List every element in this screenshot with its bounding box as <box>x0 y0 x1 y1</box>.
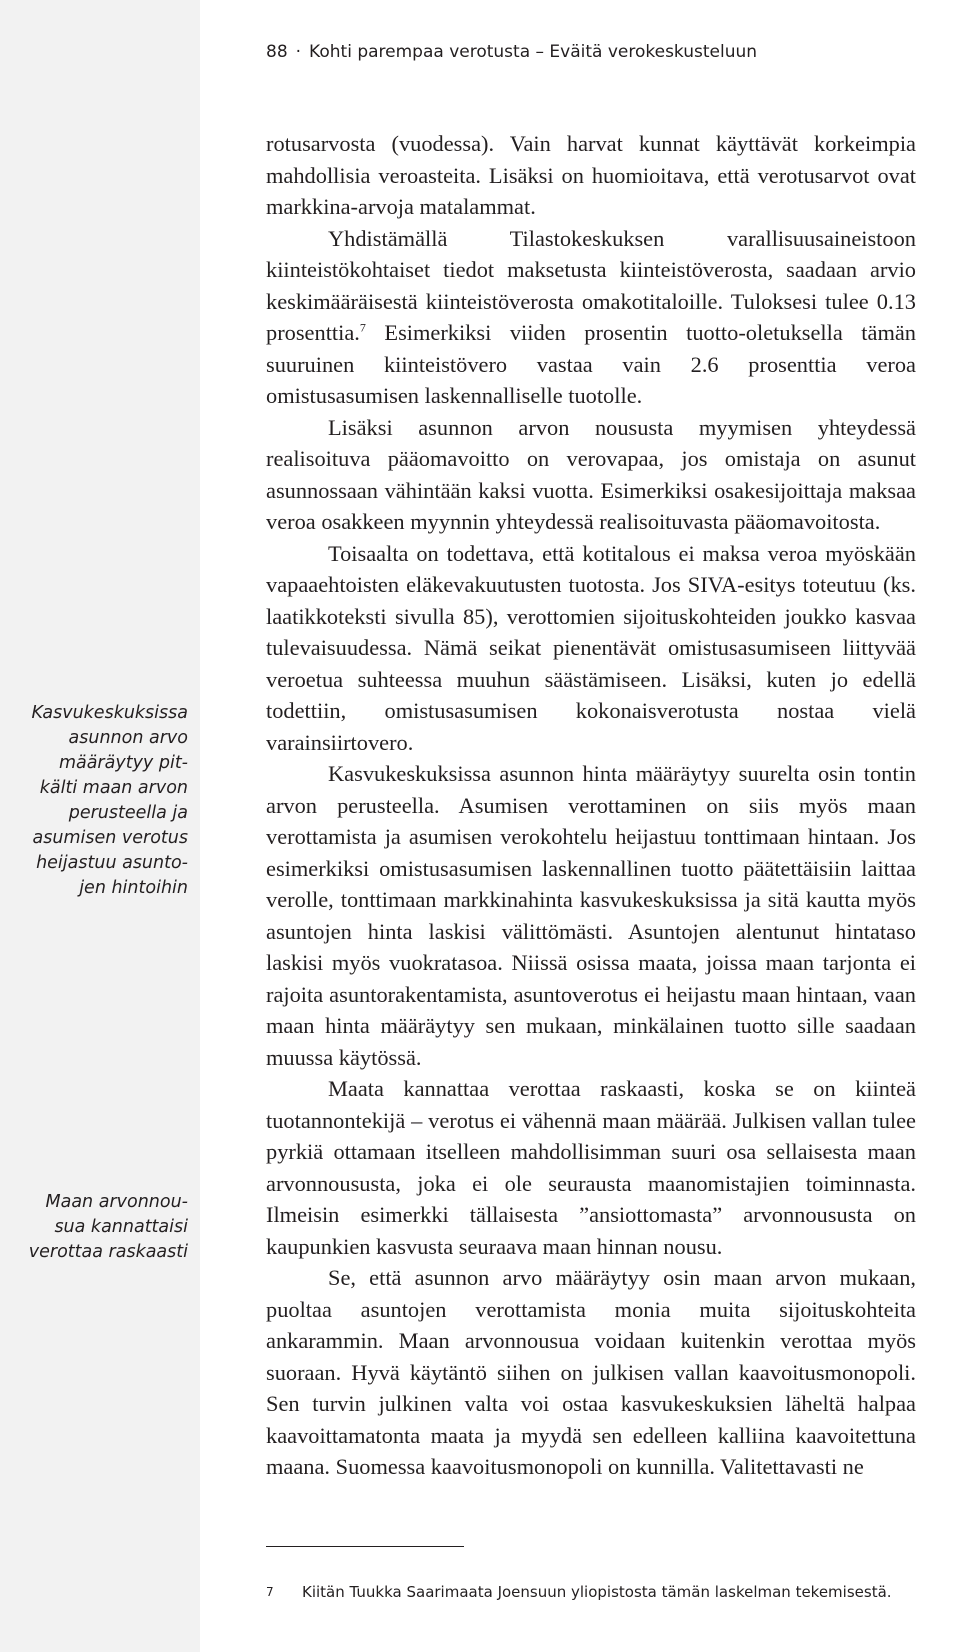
paragraph: Se, että asunnon arvo määräytyy osin maan arvon mukaan, puoltaa asuntojen verottamista monia muita sijoituskohteita ankarammin. Maan arvonnousua voidaan kuitenkin verottaa myös suoraan. Hyvä käytäntö siihen on julkisen vallan kaavoitusmonopoli. Sen turvin julkinen valta voi ostaa kasvukeskuksien läheltä halpaa kaavoittamatonta maata ja myydä sen edelleen kalliina kaavoitettuna maana. Suomessa kaavoitusmonopoli on kunnilla. Valitettavasti ne <box>266 1265 916 1479</box>
page-number: 88 <box>266 42 288 62</box>
footnote-divider <box>266 1546 464 1547</box>
paragraph: Maata kannattaa verottaa raskaasti, koska se on kiinteä tuotannontekijä – verotus ei vähennä maan määrää. Julkisen vallan tulee pyrkiä ottamaan itselleen mahdollisimman suuri osa sellaisesta maan arvonnoususta, joka ei ole seurausta maanomistajien toiminnasta. Ilmeisin esimerkki tällaisesta ”ansiottomasta” arvonnoususta on kaupunkien kasvusta seuraava maan hinnan nousu. <box>266 1076 916 1259</box>
paragraph: Lisäksi asunnon arvon noususta myymisen yhteydessä realisoituva pääomavoitto on verovapaa, jos omistaja on asunut asunnossaan vähintään kaksi vuotta. Esimerkiksi osakesijoittaja maksaa veroa osakkeen myynnin yhteydessä realisoituvasta pääomavoitosta. <box>266 414 916 534</box>
paragraph-text: Yhdistämällä Tilastokeskuksen varallisuusaineistoon kiinteistökohtaiset tiedot maksetusta kiinteistöverosta, saadaan arvio keskimääräisestä kiinteistöverosta omakotitaloille. Tuloksesi tulee 0.13 prosenttia. <box>266 225 916 345</box>
running-title: Kohti parempaa verotusta – Eväitä verokeskusteluun <box>309 42 758 62</box>
margin-note-land-tax: Maan arvonnou- sua kannattaisi verottaa raskaasti <box>28 1192 188 1262</box>
footnote-number: 7 <box>266 1585 274 1599</box>
paragraph <box>266 223 916 412</box>
paragraph-text: Esimerkiksi viiden prosentin tuotto-oletuksella tämän suuruinen kiinteistövero vastaa vain 2.6 prosenttia veroa omistusasumisen laskennalliselle tuotolle. <box>266 320 916 408</box>
running-header <box>266 42 757 62</box>
margin-note-house-prices: Kasvukeskuksissa asunnon arvo määräytyy pit- kälti maan arvon perusteella ja asumisen verotus heijastuu asunto- jen hintoihin <box>31 703 188 898</box>
paragraph: Toisaalta on todettava, että kotitalous ei maksa veroa myöskään vapaaehtoisten eläkevakuutusten tuotosta. Jos SIVA-esitys toteutuu (ks. laatikkoteksti sivulla 85), verottomien sijoituskohteiden joukko kasvaa tulevaisuudessa. Nämä seikat pienentävät omistusasumiseen liittyvää veroetua suhteessa muuhun säästämiseen. Lisäksi, kuten jo edellä todettiin, omistusasumisen kokonaisverotusta nostaa vielä varainsiirtovero. <box>266 540 916 755</box>
body-text <box>266 128 916 1483</box>
footnote <box>266 1582 916 1602</box>
margin-column <box>0 0 200 1652</box>
footnote-text: Kiitän Tuukka Saarimaata Joensuun yliopistosta tämän laskelman tekemisestä. <box>302 1583 892 1601</box>
header-separator: · <box>295 42 302 62</box>
paragraph: rotusarvosta (vuodessa). Vain harvat kunnat käyttävät korkeimpia mahdollisia veroasteita. Lisäksi on huomioitava, että verotusarvot ovat markkina-arvoja matalammat. <box>266 131 916 219</box>
footnote-reference[interactable]: 7 <box>359 320 366 335</box>
paragraph: Kasvukeskuksissa asunnon hinta määräytyy suurelta osin tontin arvon perusteella. Asumisen verottaminen on siis myös maan verottamista ja asumisen verokohtelu heijastuu tonttimaan hintaan. Jos esimerkiksi omistusasumisen laskennallinen tuotto päätettäisiin laittaa verolle, tonttimaan markkinahinta kasvukeskuksissa ja sitä kautta myös asuntojen hinta laskisi välittömästi. Asuntojen alentunut hintataso laskisi myös vuokratasoa. Niissä osissa maata, joissa maan tarjonta ei rajoita asuntorakentamista, asuntoverotus ei heijastu maan hintaan, vaan maan hinta määräytyy sen mukaan, minkälainen tuotto sille saadaan muussa käytössä. <box>266 761 916 1070</box>
